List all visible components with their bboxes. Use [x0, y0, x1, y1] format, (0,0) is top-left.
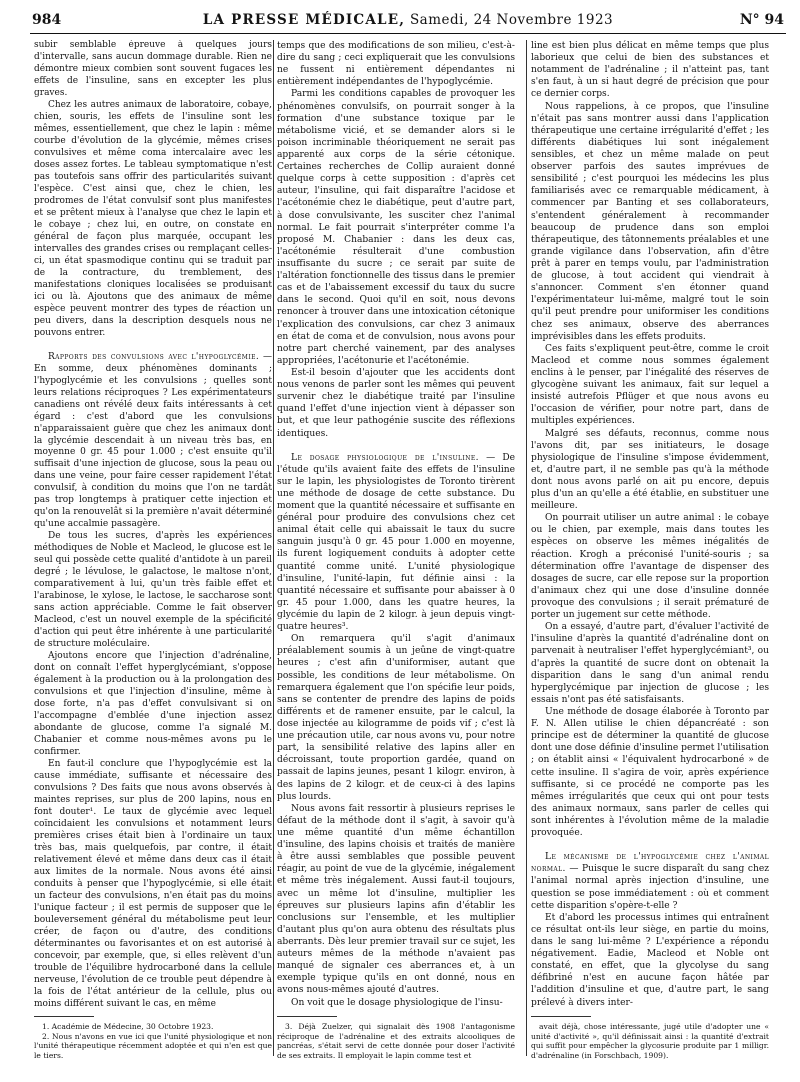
paragraph-text: — Puisque le sucre disparaît du sang chez l'animal normal après injection d'insuline, une question se pose immédiatement : où et comment cette disparition s'opère-t-elle ?	[531, 864, 769, 911]
running-title	[30, 12, 786, 28]
footnote: 3. Déjà Zuelzer, qui signalait dès 1908 l'antagonisme réciproque de l'adrénaline et des extraits alcooliques de pancréas, s'était servi de cette donnée pour doser l'activité de ses extraits. Il employait le lapin comme test et	[277, 1022, 515, 1060]
continued-paragraph: subir semblable épreuve à quelques jours d'intervalle, sans aucun dommage durable. Rien ne démontre mieux combien sont souvent fugaces les effets de l'insuline, sans en excepter les plus graves.	[34, 40, 272, 98]
footnote-rule	[277, 1016, 337, 1017]
paragraph: Nous avons fait ressortir à plusieurs reprises le défaut de la méthode dont il s'agit, à savoir qu'à une même quantité d'un même échantillon d'insuline, des lapins choisis et traités de manière à être aussi semblables que possible peuvent réagir, au point de vue de la glycémie, inégalement et même très inégalement. Aussi faut-il toujours, avec un même lot d'insuline, multiplier les épreuves sur plusieurs lapins afin d'établir les conclusions sur l'ensemble, et les multiplier d'autant plus qu'on aura obtenu des résultats plus aberrants. Dès leur premier travail sur ce sujet, les auteurs mêmes de la méthode n'avaient pas manqué de signaler ces aberrances et, à un exemple typique qu'ils en ont donné, nous en avons nous-mêmes ajouté d'autres.	[277, 803, 515, 996]
footnotes-column-3	[531, 1022, 769, 1060]
continued-paragraph: temps que des modifications de son milieu, c'est-à-dire du sang ; ceci expliquerait que les convulsions ne fussent ni entièrement dépendantes ni entièrement indépendantes de l'hypoglycémie.	[277, 41, 515, 88]
section-heading: Rapports des convulsions avec l'hypoglycémie.	[48, 351, 260, 362]
paragraph: Nous rappelions, à ce propos, que l'insuline n'était pas sans montrer aussi dans l'application thérapeutique une certaine irrégularité d'effet ; les différents diabétiques lui sont inégalement sensibles, et chez un même malade on peut observer parfois des sautes imprévues de sensibilité ; c'est pourquoi les médecins les plus familiarisés avec ce remarquable médicament, à commencer par Banting et ses collaborateurs, s'entendent généralement à recommander beaucoup de prudence dans son emploi thérapeutique, des tâtonnements préalables et une grande vigilance dans l'observation, afin d'être prêt à parer en temps voulu, par l'administration de glucose, à tout accident qui viendrait à s'annoncer. Comment s'en étonner quand l'expérimentateur lui-même, malgré tout le soin qu'il peut prendre pour uniformiser les conditions chez ses animaux, observe des aberrances imprévisibles dans les effets produits.	[531, 101, 769, 342]
paragraph: On a essayé, d'autre part, d'évaluer l'activité de l'insuline d'après la quantité d'adrénaline dont on parvenait à neutraliser l'effet hyperglycémiant³, ou d'après la quantité de sucre dont on obtenait la disparition dans le sang d'un animal rendu hyperglycémique par injection de glucose ; les essais n'ont pas été satisfaisants.	[531, 622, 769, 705]
paragraph: Une méthode de dosage élaborée à Toronto par F. N. Allen utilise le chien dépancréaté : son principe est de déterminer la quantité de glucose dont une dose définie d'insuline permet l'utilisation ; on établit ainsi « l'équivalent hydrocarboné » de cette insuline. Il s'agira de voir, après expérience suffisante, si ce procédé ne comporte pas les mêmes irrégularités que ceux qui ont pour tests des animaux normaux, sans parler de celles qui sont inhérentes à l'évolution même de la maladie provoquée.	[531, 707, 769, 839]
paragraph: On voit que le dosage physiologique de l'insu-	[291, 997, 503, 1008]
header-rule	[30, 33, 786, 34]
paragraph: On pourrait utiliser un autre animal : le cobaye ou le chien, par exemple, mais dans toutes les espèces on observe les mêmes inégalités de réaction. Krogh a préconisé l'unité-souris ; sa détermination offre l'avantage de dispenser des dosages de sucre, car elle repose sur la proportion d'animaux chez qui une dose d'insuline donnée provoque des convulsions ; il serait prématuré de porter un jugement sur cette méthode.	[531, 513, 769, 621]
issue-date: Samedi, 24 Novembre 1923	[409, 12, 614, 28]
paragraph: Chez les autres animaux de laboratoire, cobaye, chien, souris, les effets de l'insuline sont les mêmes, essentiellement, que chez le lapin : même courbe d'évolution de la glycémie, mêmes crises convulsives et même coma intercalaire avec les doses assez fortes. Le tableau symptomatique n'est pas toutefois sans offrir des particularités suivant l'espèce. C'est ainsi que, chez le chien, les prodromes de l'état convulsif sont plus manifestes et se prêtent mieux à l'analyse que chez le lapin et le cobaye ; chez lui, en outre, on constate en général de façon plus marquée, occupant les intervalles des grandes crises ou remplaçant celles-ci, un état spasmodique continu qui se traduit par de la contracture, du tremblement, des manifestations cloniques localisées se produisant ici ou là. Ajoutons que des animaux de même espèce peuvent montrer des types de réaction un peu divers, dans la description desquels nous ne pouvons entrer.	[34, 99, 272, 338]
section-heading: Le dosage physiologique de l'insuline.	[291, 452, 479, 463]
footnote-rule	[531, 1016, 591, 1017]
paragraph: Ajoutons encore que l'injection d'adrénaline, dont on connaît l'effet hyperglycémiant, s'oppose également à la production ou à la prolongation des convulsions et que l'injection d'insuline, même à dose forte, n'a pas d'effet convulsivant si on l'accompagne d'emblée d'une injection assez abondante de glucose, comme l'a signalé M. Chabanier et comme nous-mêmes avons pu le confirmer.	[34, 651, 272, 758]
section-paragraph	[277, 452, 515, 634]
paragraph: Est-il besoin d'ajouter que les accidents dont nous venons de parler sont les mêmes qui peuvent survenir chez le diabétique traité par l'insuline quand l'effet d'une injection vient à dépasser son but, et que leur pathogénie suscite des réflexions identiques.	[277, 367, 515, 439]
paragraph-text: — En somme, deux phénomènes dominants ; l'hypoglycémie et les convulsions ; quelles sont leurs relations réciproques ? Les expérimentateurs canadiens ont révélé deux faits intéressants à cet égard : c'est d'abord que les convulsions n'apparaissaient guère que chez les animaux dont la glycémie descendait à un niveau très bas, en moyenne 0 gr. 45 pour 1.000 ; c'est ensuite qu'il suffisait d'une injection de glucose, sous la peau ou dans une veine, pour faire cesser rapidement l'état convulsif, à condition du moins que l'on ne tardât pas trop longtemps à pratiquer cette injection et qu'on la renouvelât si la première n'avait déterminé qu'une accalmie passagère.	[34, 351, 272, 530]
paragraph: Parmi les conditions capables de provoquer les phénomènes convulsifs, on pourrait songer à la formation d'une substance toxique par le métabolisme vicié, et se demander alors si le poison incriminable théoriquement ne serait pas apparenté aux corps de la série cétonique. Certaines recherches de Collip auraient donné quelque corps à cette supposition : d'après cet auteur, l'insuline, qui fait disparaître l'acidose et l'acétonémie chez le diabétique, peut d'autre part, à dose convulsivante, les susciter chez l'animal normal. Le fait pourrait s'interpréter comme l'a proposé M. Chabanier : dans les deux cas, l'acétonémie résulterait d'une combustion insuffisante du sucre ; ce serait par suite de l'altération fonctionnelle des tissus dans le premier cas et de l'abaissement excessif du taux du sucre dans le second. Quoi qu'il en soit, nous devons renoncer à trouver dans une intoxication cétonique l'explication des convulsions, car chez 3 animaux en état de coma et de convulsion, nous avons pour notre part cherché vainement, par des analyses appropriées, l'acétonurie et l'acétonémie.	[277, 89, 515, 366]
paragraph: Malgré ses défauts, reconnus, comme nous l'avons dit, par ses initiateurs, le dosage physiologique de l'insuline s'impose évidemment, et, d'autre part, il ne semble pas qu'à la méthode dont nous avons parlé on ait pu encore, depuis plus d'un an qu'elle a été établie, en substituer une meilleure.	[531, 428, 769, 512]
continued-paragraph: line est bien plus délicat en même temps que plus laborieux que celui de bien des substances et notamment de l'adrénaline ; il n'atteint pas, tant s'en faut, à un si haut degré de précision que pour ce dernier corps.	[531, 41, 769, 100]
footnote: 1. Académie de Médecine, 30 Octobre 1923.	[42, 1022, 214, 1031]
paragraph: Et d'abord les processus intimes qui entraînent ce résultat ont-ils leur siège, en partie du moins, dans le sang lui-même ? L'expérience a répondu négativement. Eadie, Macleod et Noble ont constaté, en effet, que la glycolyse du sang défibriné n'est en aucune façon hâtée par l'addition d'insuline et que, d'autre part, le sang prélevé à divers inter-	[531, 912, 769, 1008]
page-header	[30, 12, 786, 32]
footnotes-column-2	[277, 1022, 515, 1060]
page-number: 984	[32, 12, 62, 28]
text-column-1	[34, 40, 272, 1014]
section-paragraph	[531, 851, 769, 912]
paragraph: On remarquera qu'il s'agit d'animaux préalablement soumis à un jeûne de vingt-quatre heures ; c'est afin d'uniformiser, autant que possible, les conditions de leur métabolisme. On remarquera également que l'on spécifie leur poids, sans se contenter de prendre des lapins de poids différents et de ramener ensuite, par le calcul, la dose injectée au kilogramme de poids vif ; c'est là une précaution utile, car nous avons vu, pour notre part, la sensibilité relative des lapins aller en décroissant, toute proportion gardée, quand on passait de lapins jeunes, pesant 1 kilogr. environ, à des lapins de 2 kilogr. et de ceux-ci à des lapins plus lourds.	[277, 634, 515, 802]
text-column-2	[277, 40, 515, 1014]
column-divider	[273, 40, 274, 1056]
column-divider	[526, 40, 527, 1056]
paragraph: En faut-il conclure que l'hypoglycémie est la cause immédiate, suffisante et nécessaire des convulsions ? Des faits que nous avons observés à maintes reprises, sur plus de 200 lapins, nous en font douter¹. Le taux de glycémie avec lequel coïncidaient les convulsions et notamment leurs premières crises était bien à l'ordinaire un taux très bas, mais quelquefois, par contre, il était relativement élevé et même dans deux cas il était aux limites de la normale. Nous avons été ainsi conduits à penser que l'hypoglycémie, si elle était un facteur des convulsions, n'en était pas du moins l'unique facteur ; il est permis de supposer que le bouleversement général du métabolisme peut leur créer, de façon ou d'autre, des conditions déterminantes ou favorisantes et on est autorisé à concevoir, par exemple, que, si elles relèvent d'un trouble de l'équilibre hydrocarboné dans la cellule nerveuse, l'évolution de ce trouble peut dépendre à la fois de l'état antérieur de la cellule, plus ou moins différent suivant le cas, en même	[34, 759, 272, 1009]
footnote: 2. Nous n'avons en vue ici que l'unité physiologique et non l'unité thérapeutique récemment adoptée et qui n'en est que le tiers.	[34, 1031, 272, 1060]
section-heading: Le mécanisme de l'hypoglycémie chez l'animal normal.	[531, 852, 769, 875]
section-paragraph	[34, 352, 272, 532]
footnote-rule	[34, 1016, 94, 1017]
paragraph: De tous les sucres, d'après les expériences méthodiques de Noble et Macleod, le glucose est le seul qui possède cette qualité d'antidote à un pareil degré ; le lévulose, le galactose, le maltose n'ont, comparativement à lui, qu'un très faible effet et l'arabinose, le xylose, le lactose, le saccharose sont sans action appréciable. Comme le fait observer Macleod, c'est un nouvel exemple de la spécificité d'action qui peut être inhérente à une particularité de structure moléculaire.	[34, 531, 272, 650]
journal-title: LA PRESSE MÉDICALE,	[202, 12, 406, 28]
text-column-3	[531, 40, 769, 1014]
footnote: avait déjà, chose intéressante, jugé utile d'adopter une « unité d'activité », qu'il définissait ainsi : la quantité d'extrait qui suffit pour empêcher la glycosurie produite par 1 milligr. d'adrénaline (in Forschbach, 1909).	[531, 1022, 769, 1060]
issue-number: N° 94	[739, 12, 784, 28]
paragraph-text: — De l'étude qu'ils avaient faite des effets de l'insuline sur le lapin, les physiologistes de Toronto tirèrent une méthode de dosage de cette substance. Du moment que la quantité nécessaire et suffisante en général pour produire des convulsions chez cet animal était celle qui abaissait le taux du sucre sanguin jusqu'à 0 gr. 45 pour 1.000 en moyenne, ils furent logiquement conduits à adopter cette quantité comme unité. L'unité physiologique d'insuline, l'unité-lapin, fut définie ainsi : la quantité nécessaire et suffisante pour abaisser à 0 gr. 45 pour 1.000, dans les quatre heures, la glycémie du lapin de 2 kilogr. à jeun depuis vingt-quatre heures³.	[277, 452, 515, 633]
paragraph: Ces faits s'expliquent peut-être, comme le croit Macleod et comme nous sommes également enclins à le penser, par l'inégalité des réserves de glycogène suivant les animaux, fait sur lequel a insisté autrefois Pflüger et que nous avons eu l'occasion de vérifier, pour notre part, dans de multiples expériences.	[531, 343, 769, 427]
footnotes-column-1	[34, 1022, 272, 1060]
